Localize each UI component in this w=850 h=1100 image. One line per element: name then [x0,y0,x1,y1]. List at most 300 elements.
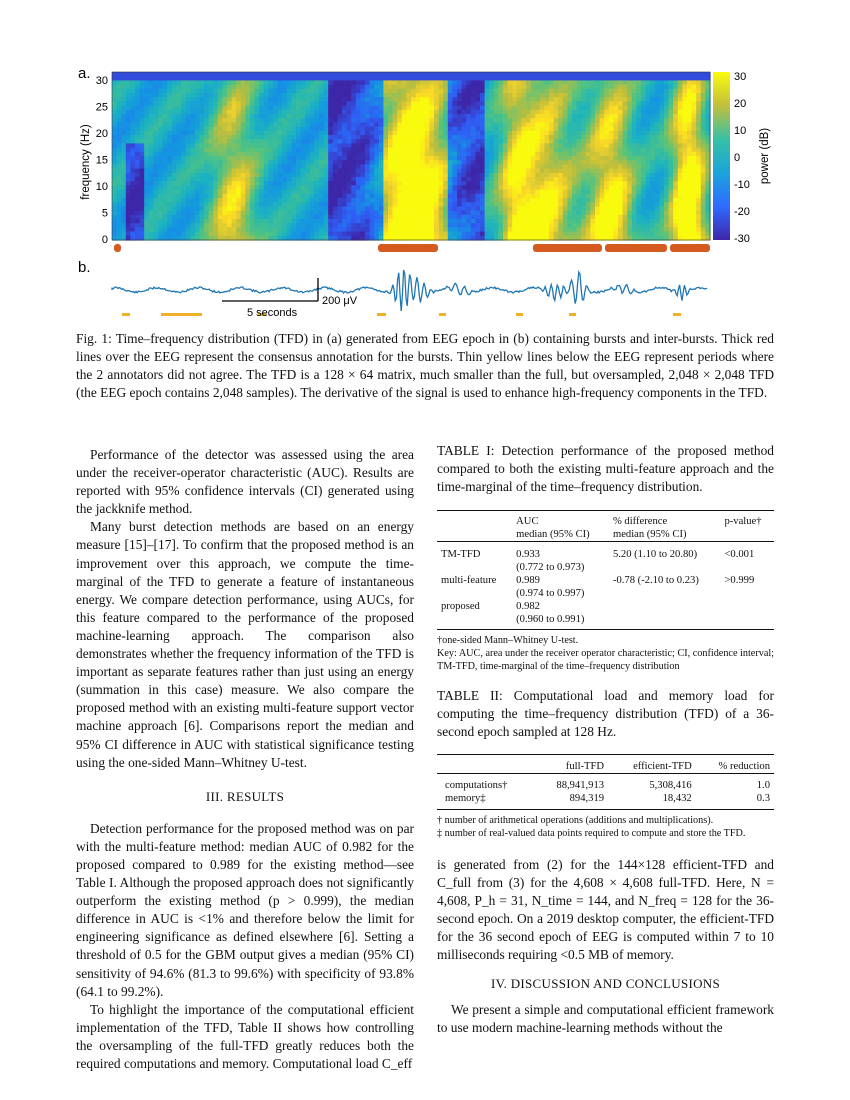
tfd-cell [112,122,117,127]
tfd-cell [356,164,361,169]
tfd-cell [301,135,306,140]
tfd-cell [604,114,609,119]
tfd-cell [163,219,168,224]
tfd-cell [291,160,296,165]
tfd-cell [333,148,338,153]
tfd-cell [457,219,462,224]
tfd-cell [222,143,227,148]
tfd-cell [213,106,218,111]
tfd-cell [471,122,476,127]
tfd-cell [508,202,513,207]
tfd-cell [227,101,232,106]
tfd-cell [393,110,398,115]
tfd-cell [278,106,283,111]
tfd-cell [319,97,324,102]
tfd-cell [301,185,306,190]
tfd-cell [549,76,554,81]
tfd-cell [305,135,310,140]
tfd-cell [586,148,591,153]
tfd-cell [485,160,490,165]
tfd-cell [347,227,352,232]
tfd-cell [650,131,655,136]
tfd-cell [673,160,678,165]
tfd-cell [411,160,416,165]
figure-1 [0,0,850,330]
tfd-cell [278,181,283,186]
tfd-cell [563,177,568,182]
tfd-cell [669,106,674,111]
tfd-cell [535,72,540,77]
tfd-cell [287,206,292,211]
tfd-cell [544,76,549,81]
tfd-cell [443,139,448,144]
tfd-cell [163,169,168,174]
tfd-cell [632,194,637,199]
tfd-cell [581,76,586,81]
tfd-cell [572,97,577,102]
tfd-cell [613,148,618,153]
tfd-cell [627,122,632,127]
tfd-cell [480,152,485,157]
tfd-cell [508,181,513,186]
tfd-cell [494,219,499,224]
tfd-cell [333,202,338,207]
tfd-cell [328,114,333,119]
tfd-cell [406,72,411,77]
tfd-cell [613,164,618,169]
tfd-cell [310,190,315,195]
tfd-cell [682,173,687,178]
tfd-cell [590,202,595,207]
tfd-cell [498,227,503,232]
tfd-cell [485,72,490,77]
tfd-cell [554,93,559,98]
tfd-cell [121,89,126,94]
tfd-cell [337,219,342,224]
tfd-cell [563,185,568,190]
tfd-cell [531,190,536,195]
tfd-cell [259,80,264,85]
tfd-cell [494,80,499,85]
tfd-cell [480,206,485,211]
tfd-cell [190,76,195,81]
tfd-cell [669,227,674,232]
tfd-cell [682,80,687,85]
tfd-cell [278,114,283,119]
tfd-cell [365,76,370,81]
tfd-cell [245,164,250,169]
tfd-cell [163,202,168,207]
tfd-cell [659,181,664,186]
tfd-cell [393,177,398,182]
tfd-cell [604,215,609,220]
tfd-cell [452,80,457,85]
tfd-cell [135,211,140,216]
tfd-cell [319,223,324,228]
tfd-cell [448,223,453,228]
tfd-cell [471,72,476,77]
tfd-cell [600,215,605,220]
tfd-cell [360,110,365,115]
tfd-cell [618,202,623,207]
tfd-cell [664,93,669,98]
tfd-cell [595,227,600,232]
tfd-cell [595,164,600,169]
tfd-cell [176,202,181,207]
tfd-cell [567,173,572,178]
tfd-cell [199,97,204,102]
tfd-cell [439,152,444,157]
tfd-cell [554,139,559,144]
tfd-cell [480,106,485,111]
tfd-cell [443,164,448,169]
tfd-cell [567,131,572,136]
tfd-cell [544,164,549,169]
tfd-cell [540,85,545,90]
tfd-cell [310,232,315,237]
tfd-cell [397,223,402,228]
tfd-cell [494,72,499,77]
tfd-cell [627,156,632,161]
tfd-cell [278,169,283,174]
tfd-cell [268,76,273,81]
tfd-cell [287,85,292,90]
tfd-cell [641,152,646,157]
tfd-cell [590,152,595,157]
tfd-cell [144,194,149,199]
tfd-cell [673,89,678,94]
tfd-cell [245,232,250,237]
tfd-cell [485,122,490,127]
tfd-cell [140,198,145,203]
tfd-cell [337,223,342,228]
tfd-cell [296,122,301,127]
tfd-cell [627,206,632,211]
tfd-cell [646,219,651,224]
tfd-cell [669,223,674,228]
tfd-cell [673,194,678,199]
tfd-cell [402,219,407,224]
tfd-cell [163,227,168,232]
tfd-cell [144,219,149,224]
tfd-cell [282,93,287,98]
tfd-cell [310,219,315,224]
tfd-cell [209,139,214,144]
tfd-cell [540,114,545,119]
tfd-cell [370,93,375,98]
tfd-cell [411,72,416,77]
tfd-cell [245,110,250,115]
tfd-cell [222,156,227,161]
tfd-cell [163,211,168,216]
tfd-cell [126,206,131,211]
tfd-cell [218,72,223,77]
tfd-cell [531,135,536,140]
tfd-cell [623,72,628,77]
tfd-cell [646,131,651,136]
tfd-cell [232,131,237,136]
tfd-cell [222,80,227,85]
tfd-cell [117,198,122,203]
tfd-cell [397,148,402,153]
tfd-cell [296,135,301,140]
tfd-cell [264,156,269,161]
tfd-cell [356,76,361,81]
tfd-cell [595,181,600,186]
tfd-cell [310,122,315,127]
tfd-cell [314,85,319,90]
tfd-cell [641,173,646,178]
tfd-cell [586,85,591,90]
tfd-cell [540,181,545,186]
tfd-cell [489,135,494,140]
tfd-cell [521,80,526,85]
tfd-cell [425,122,430,127]
tfd-cell [673,181,678,186]
tfd-cell [563,223,568,228]
tfd-cell [347,232,352,237]
tfd-cell [498,219,503,224]
tfd-cell [227,106,232,111]
tfd-cell [291,93,296,98]
tfd-cell [439,156,444,161]
tfd-cell [494,143,499,148]
tfd-cell [627,72,632,77]
tfd-cell [365,190,370,195]
tfd-cell [682,127,687,132]
tfd-cell [673,169,678,174]
tfd-cell [682,177,687,182]
tfd-cell [595,72,600,77]
tfd-cell [452,223,457,228]
tfd-cell [144,72,149,77]
tfd-cell [195,181,200,186]
tfd-cell [544,80,549,85]
tfd-cell [199,194,204,199]
tfd-cell [397,160,402,165]
tfd-cell [485,156,490,161]
tfd-cell [305,114,310,119]
tfd-cell [623,76,628,81]
tfd-cell [273,80,278,85]
tfd-cell [190,223,195,228]
tfd-cell [190,152,195,157]
tfd-cell [112,152,117,157]
tfd-cell [521,122,526,127]
tfd-cell [195,190,200,195]
tfd-cell [199,223,204,228]
tfd-cell [241,114,246,119]
tfd-cell [641,118,646,123]
tfd-cell [627,215,632,220]
tfd-cell [117,181,122,186]
tfd-cell [558,89,563,94]
tfd-cell [273,76,278,81]
tfd-cell [508,156,513,161]
tfd-cell [186,110,191,115]
tfd-cell [586,89,591,94]
tfd-cell [604,219,609,224]
tfd-cell [563,152,568,157]
tfd-cell [682,215,687,220]
tfd-cell [429,232,434,237]
tfd-cell [489,202,494,207]
tfd-cell [117,202,122,207]
tfd-cell [351,93,356,98]
tfd-cell [475,198,480,203]
tfd-cell [586,164,591,169]
tfd-cell [462,118,467,123]
tfd-cell [310,185,315,190]
tfd-cell [117,223,122,228]
tfd-cell [480,173,485,178]
tfd-cell [351,206,356,211]
tfd-cell [282,177,287,182]
tfd-cell [664,97,669,102]
tfd-cell [126,148,131,153]
tfd-cell [241,219,246,224]
tfd-cell [655,114,660,119]
tfd-cell [360,89,365,94]
tfd-cell [232,164,237,169]
tfd-cell [503,114,508,119]
tfd-cell [485,181,490,186]
tfd-cell [199,190,204,195]
tfd-cell [517,198,522,203]
tfd-cell [365,177,370,182]
tfd-cell [439,93,444,98]
tfd-cell [241,181,246,186]
tfd-cell [590,190,595,195]
tfd-cell [172,122,177,127]
tfd-cell [144,97,149,102]
tfd-cell [163,139,168,144]
tfd-cell [563,211,568,216]
tfd-cell [167,156,172,161]
tfd-cell [678,156,683,161]
tfd-cell [121,122,126,127]
tfd-cell [176,215,181,220]
tfd-cell [494,173,499,178]
tfd-cell [540,232,545,237]
tfd-cell [140,211,145,216]
tfd-cell [567,160,572,165]
tfd-cell [636,148,641,153]
tfd-cell [342,173,347,178]
tfd-cell [406,202,411,207]
tfd-cell [245,143,250,148]
tfd-cell [655,219,660,224]
tfd-cell [554,181,559,186]
tfd-cell [434,85,439,90]
tfd-cell [397,198,402,203]
tfd-cell [600,232,605,237]
tfd-cell [282,198,287,203]
tfd-cell [480,211,485,216]
tfd-cell [526,185,531,190]
tfd-cell [324,97,329,102]
tfd-cell [586,219,591,224]
tfd-cell [613,185,618,190]
tfd-cell [535,148,540,153]
tfd-cell [379,85,384,90]
tfd-cell [508,131,513,136]
tfd-cell [618,164,623,169]
tfd-cell [181,139,186,144]
tfd-cell [370,185,375,190]
tfd-cell [314,97,319,102]
tfd-cell [471,194,476,199]
tfd-cell [586,160,591,165]
tfd-cell [153,206,158,211]
tfd-cell [627,194,632,199]
tfd-cell [241,131,246,136]
tfd-cell [535,173,540,178]
tfd-cell [130,118,135,123]
tfd-cell [475,85,480,90]
tfd-cell [526,215,531,220]
tfd-cell [632,101,637,106]
tfd-cell [489,143,494,148]
tfd-cell [604,194,609,199]
tfd-cell [494,160,499,165]
tfd-cell [609,160,614,165]
tfd-cell [181,198,186,203]
tfd-cell [567,198,572,203]
tfd-cell [324,169,329,174]
tfd-cell [664,139,669,144]
tfd-cell [641,194,646,199]
tfd-cell [457,223,462,228]
tfd-cell [278,72,283,77]
tfd-cell [646,160,651,165]
tfd-cell [517,219,522,224]
tfd-cell [250,85,255,90]
tfd-cell [383,139,388,144]
tfd-cell [618,232,623,237]
tfd-cell [471,101,476,106]
tfd-cell [567,177,572,182]
tfd-cell [416,206,421,211]
tfd-cell [130,80,135,85]
tfd-cell [388,106,393,111]
tfd-cell [554,72,559,77]
tfd-cell [190,177,195,182]
tfd-cell [135,135,140,140]
tfd-cell [498,106,503,111]
tfd-cell [590,160,595,165]
tfd-cell [112,227,117,232]
tfd-cell [305,143,310,148]
tfd-cell [218,215,223,220]
tfd-cell [512,127,517,132]
tfd-cell [531,169,536,174]
tfd-cell [158,148,163,153]
tfd-cell [595,198,600,203]
tfd-cell [130,143,135,148]
tfd-cell [268,206,273,211]
tfd-cell [314,143,319,148]
tfd-cell [222,93,227,98]
tfd-cell [655,135,660,140]
tfd-cell [319,110,324,115]
tfd-cell [429,106,434,111]
tfd-cell [351,156,356,161]
tfd-cell [632,152,637,157]
tfd-cell [176,118,181,123]
tfd-cell [650,173,655,178]
tfd-cell [287,181,292,186]
